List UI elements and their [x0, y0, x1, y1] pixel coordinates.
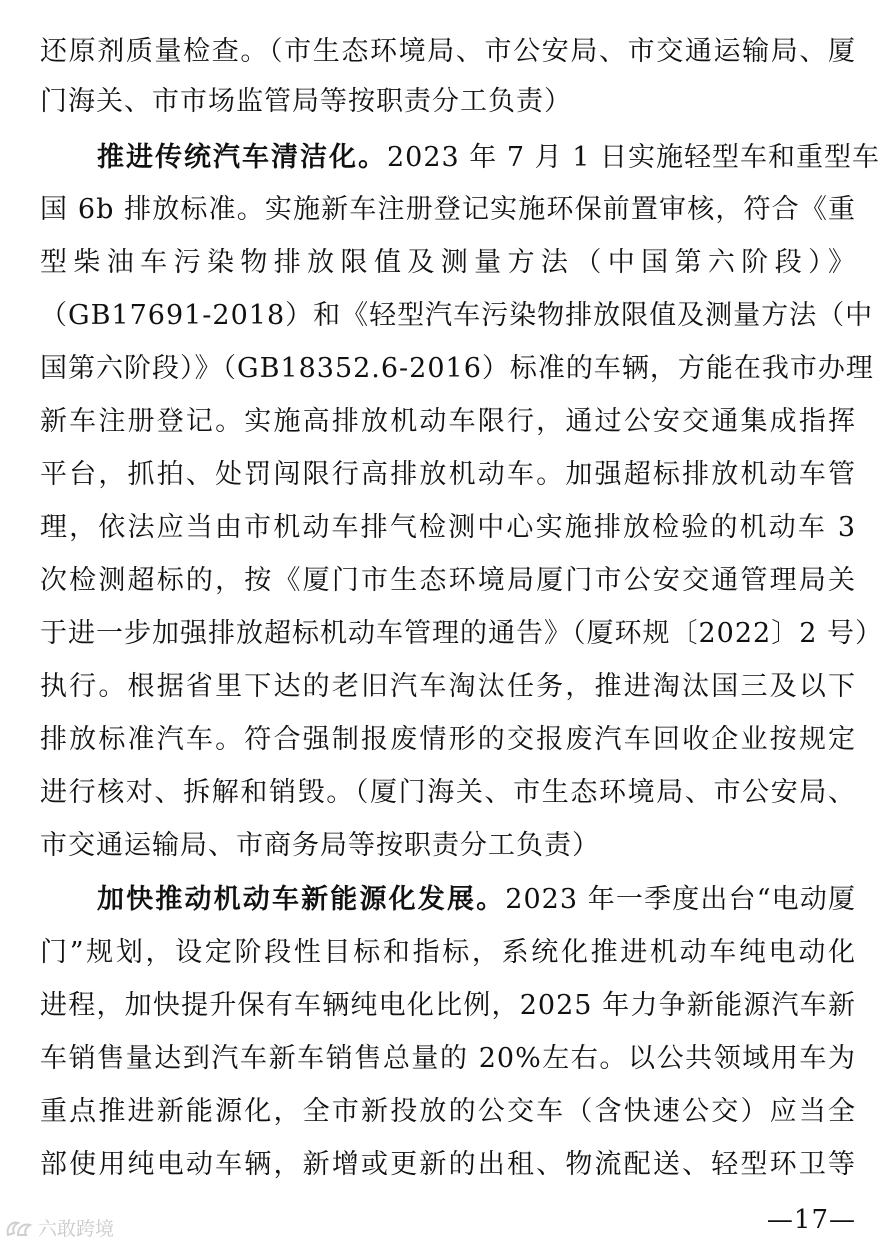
text-line: 进程，加快提升保有车辆纯电化比例，2025 年力争新能源汽车新 [40, 990, 856, 1021]
text-line: 进行核对、拆解和销毁。（厦门海关、市生态环境局、市公安局、 [40, 777, 856, 808]
text-line: 于进一步加强排放超标机动车管理的通告》（厦环规〔2022〕2 号） [40, 618, 883, 649]
text-line: 市交通运输局、市商务局等按职责分工负责） [40, 830, 600, 861]
watermark-logo-icon [4, 1217, 34, 1239]
text-fragment: 门 [40, 937, 70, 968]
section-heading: 加快推动机动车新能源化发展。 [97, 884, 506, 915]
text-line: 车销售量达到汽车新车销售总量的 20%左右。以公共领域用车为 [40, 1043, 856, 1074]
text-line: 还原剂质量检查。（市生态环境局、市公安局、市交通运输局、厦 [40, 36, 856, 67]
paragraph-text: 2023 年 7 月 1 日实施轻型车和重型车 [387, 142, 880, 173]
paragraph-start [97, 138, 880, 178]
paragraph-text: 2023 年一季度出台“电动厦 [505, 884, 857, 915]
text-line: 部使用纯电动车辆，新增或更新的出租、物流配送、轻型环卫等 [40, 1149, 856, 1180]
watermark-text: 六敢跨境 [38, 1218, 115, 1240]
text-fragment: ”规划，设定阶段性目标和指标，系统化推进机动车纯电动化 [69, 937, 857, 968]
text-line: 次检测超标的，按《厦门市生态环境局厦门市公安交通管理局关 [40, 565, 856, 596]
text-line: 执行。根据省里下达的老旧汽车淘汰任务，推进淘汰国三及以下 [40, 671, 856, 702]
page-number: —17— [766, 1205, 856, 1235]
text-line: （GB17691-2018）和《轻型汽车污染物排放限值及测量方法（中 [40, 300, 874, 331]
text-line: 理，依法应当由市机动车排气检测中心实施排放检验的机动车 3 [40, 512, 856, 543]
text-line: 门海关、市市场监管局等按职责分工负责） [40, 86, 572, 117]
paragraph-start [97, 880, 856, 920]
text-line: 国第六阶段）》（GB18352.6-2016）标准的车辆，方能在我市办理 [40, 353, 874, 384]
section-heading: 推进传统汽车清洁化。 [97, 142, 387, 173]
watermark [4, 1214, 114, 1241]
text-line: 排放标准汽车。符合强制报废情形的交报废汽车回收企业按规定 [40, 724, 856, 755]
text-line: 国 6b 排放标准。实施新车注册登记实施环保前置审核，符合《重 [40, 194, 856, 225]
text-line: 平台，抓拍、处罚闯限行高排放机动车。加强超标排放机动车管 [40, 459, 856, 490]
text-line: 重点推进新能源化，全市新投放的公交车（含快速公交）应当全 [40, 1096, 856, 1127]
text-line: 型柴油车污染物排放限值及测量方法（中国第六阶段）》 [40, 247, 856, 278]
text-line: 新车注册登记。实施高排放机动车限行，通过公安交通集成指挥 [40, 406, 856, 437]
text-line [40, 933, 856, 973]
